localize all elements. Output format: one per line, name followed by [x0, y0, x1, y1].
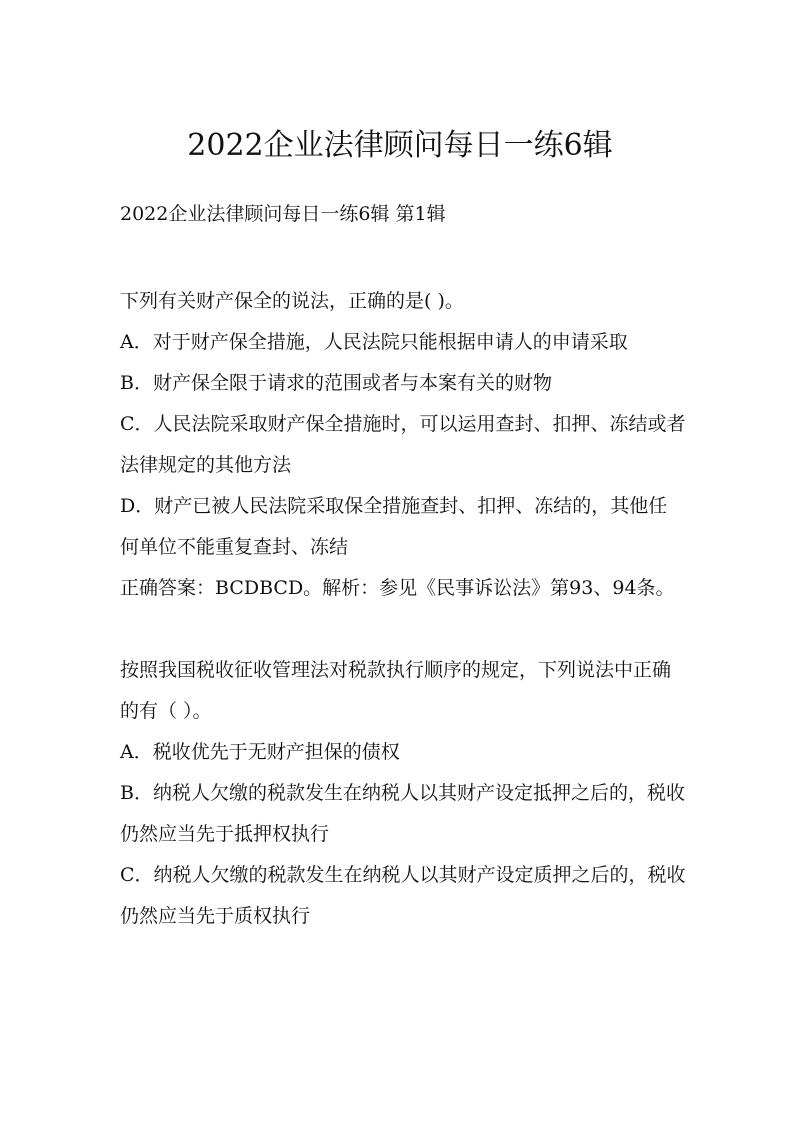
question-option-a: A．对于财产保全措施，人民法院只能根据申请人的申请采取: [120, 331, 628, 353]
question-stem: 按照我国税收征收管理法对税款执行顺序的规定，下列说法中正确的有（ ）。: [120, 659, 672, 722]
document-title: 2022企业法律顾问每日一练6辑: [187, 128, 613, 163]
question-answer: 正确答案：BCDBCD。解析：参见《民事诉讼法》第93、94条。: [120, 577, 675, 599]
question-option-c: C．人民法院采取财产保全措施时，可以运用查封、扣押、冻结或者法律规定的其他方法: [120, 413, 686, 476]
document-body: [120, 281, 686, 937]
question-option-c: C．纳税人欠缴的税款发生在纳税人以其财产设定质押之后的，税收仍然应当先于质权执行: [120, 864, 686, 927]
question-option-b: B．财产保全限于请求的范围或者与本案有关的财物: [120, 372, 552, 394]
question-2: [120, 650, 686, 937]
question-option-d: D．财产已被人民法院采取保全措施查封、扣押、冻结的，其他任何单位不能重复查封、冻结: [120, 495, 668, 558]
document-subtitle: 2022企业法律顾问每日一练6辑 第1辑: [120, 203, 446, 225]
question-option-a: A．税收优先于无财产担保的债权: [120, 741, 400, 763]
question-stem: 下列有关财产保全的说法，正确的是( )。: [120, 290, 464, 312]
question-1: [120, 281, 686, 609]
question-option-b: B．纳税人欠缴的税款发生在纳税人以其财产设定抵押之后的，税收仍然应当先于抵押权执行: [120, 782, 685, 845]
paragraph-gap: [120, 609, 686, 650]
